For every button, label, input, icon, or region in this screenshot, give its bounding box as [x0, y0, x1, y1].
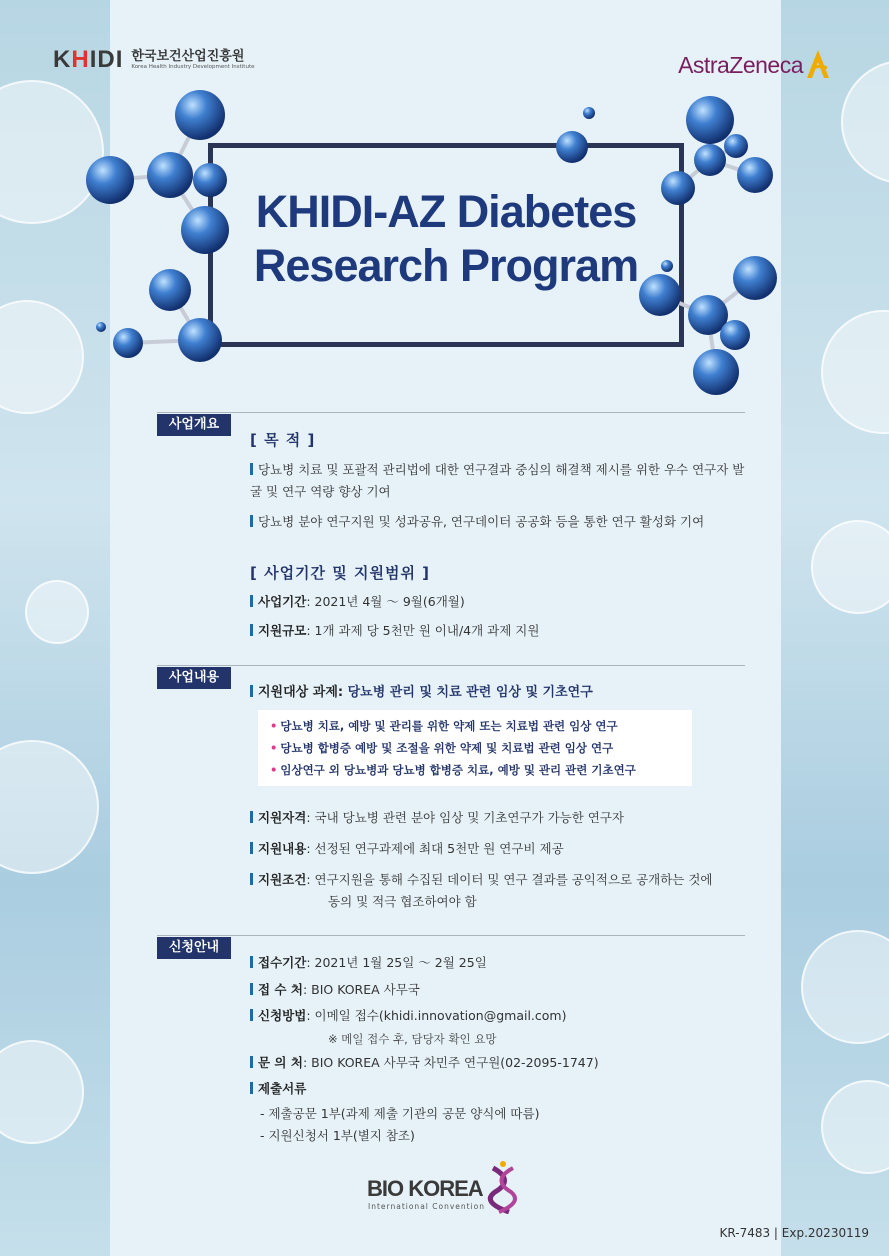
condition-label: 지원조건	[258, 872, 307, 887]
bullet-bar	[250, 842, 253, 854]
document-code: KR-7483 | Exp.20230119	[719, 1226, 869, 1240]
support-item	[250, 838, 564, 860]
docs-item	[250, 1078, 306, 1100]
biokorea-wordmark: BIO KOREA	[367, 1176, 483, 1201]
section-divider	[157, 935, 745, 936]
title-line-2: Research Program	[253, 240, 639, 291]
right-decoration-panel	[781, 0, 889, 1256]
apply-place-label: 접 수 처	[258, 982, 303, 997]
khidi-korean-name: 한국보건산업진흥원	[131, 48, 245, 64]
purpose-item-1	[250, 459, 745, 503]
biokorea-subtitle: International Convention	[368, 1202, 486, 1211]
page-title	[208, 185, 684, 293]
apply-method-note: ※ 메일 접수 후, 담당자 확인 요망	[328, 1032, 497, 1046]
decor-bubble	[0, 740, 99, 874]
target-label: 지원대상 과제	[258, 685, 338, 700]
apply-method-item	[250, 1005, 566, 1027]
doc-entry-2: - 지원신청서 1부(별지 참조)	[260, 1128, 415, 1143]
apply-contact-label: 문 의 처	[258, 1055, 303, 1070]
decor-bubble	[0, 1040, 84, 1144]
astrazeneca-icon	[805, 48, 831, 82]
docs-label: 제출서류	[258, 1081, 307, 1096]
condition-item	[250, 869, 713, 891]
section-label-apply: 신청안내	[157, 937, 231, 959]
bullet-bar	[250, 685, 253, 697]
bullet-bar	[250, 1082, 253, 1094]
apply-place-value: : BIO KOREA 사무국	[302, 982, 420, 997]
qualification-label: 지원자격	[258, 810, 307, 825]
apply-contact-value: : BIO KOREA 사무국 차민주 연구원(02-2095-1747)	[302, 1055, 599, 1070]
decor-bubble	[821, 1080, 889, 1174]
bullet-bar	[250, 873, 253, 885]
decor-bubble	[821, 310, 889, 434]
decor-bubble	[0, 80, 104, 224]
scale-item	[250, 620, 539, 642]
title-line-1: KHIDI-AZ Diabetes	[255, 186, 637, 237]
bullet-bar	[250, 811, 253, 823]
decor-bubble	[811, 520, 889, 614]
purpose-item-2	[250, 511, 745, 533]
bullet-bar	[250, 463, 253, 475]
left-decoration-panel	[0, 0, 110, 1256]
condition-value-line-2: 동의 및 적극 협조하여야 함	[328, 894, 477, 909]
section-divider	[157, 412, 745, 413]
apply-period-item	[250, 952, 487, 974]
decor-bubble	[841, 60, 889, 184]
condition-value: : 연구지원을 통해 수집된 데이터 및 연구 결과를 공익적으로 공개하는 것에	[306, 872, 713, 887]
purpose-item-1-text: 당뇨병 치료 및 포괄적 관리법에 대한 연구결과 중심의 해결책 제시를 위한 우수 연구자 발굴 및 연구 역량 향상 기여	[250, 462, 745, 499]
support-value: : 선정된 연구과제에 최대 5천만 원 연구비 제공	[306, 841, 564, 856]
apply-period-value: : 2021년 1월 25일 ～ 2월 25일	[306, 955, 487, 970]
bullet-bar	[250, 1009, 253, 1021]
astrazeneca-wordmark: AstraZeneca	[678, 51, 803, 78]
section-label-overview: 사업개요	[157, 414, 231, 436]
khidi-logo	[53, 46, 255, 74]
apply-period-label: 접수기간	[258, 955, 307, 970]
target-topic-2: • 당뇨병 합병증 예방 및 조절을 위한 약제 및 치료법 관련 임상 연구	[280, 737, 692, 759]
decor-bubble	[801, 930, 889, 1044]
bullet-bar	[250, 956, 253, 968]
period-value: : 2021년 4월 ～ 9월(6개월)	[306, 594, 465, 609]
doc-entry-1: - 제출공문 1부(과제 제출 기관의 공문 양식에 따름)	[260, 1106, 540, 1121]
section-divider	[157, 665, 745, 666]
purpose-heading: [ 목 적 ]	[250, 431, 316, 449]
khidi-wordmark: KHIDI	[53, 46, 124, 73]
target-topic-3: • 임상연구 외 당뇨병과 당뇨병 합병증 치료, 예방 및 관리 관련 기초연구	[280, 759, 692, 781]
astrazeneca-logo	[678, 48, 831, 82]
qualification-value: : 국내 당뇨병 관련 분야 임상 및 기초연구가 가능한 연구자	[306, 810, 625, 825]
khidi-english-name: Korea Health Industry Development Institute	[131, 63, 255, 70]
bullet-bar	[250, 983, 253, 995]
target-topics-box	[258, 710, 692, 786]
bullet-bar	[250, 595, 253, 607]
apply-place-item	[250, 979, 420, 1001]
purpose-item-2-text: 당뇨병 분야 연구지원 및 성과공유, 연구데이터 공공화 등을 통한 연구 활성화 기여	[258, 514, 705, 529]
dna-icon	[485, 1158, 525, 1214]
biokorea-logo	[367, 1158, 527, 1218]
bullet-bar	[250, 515, 253, 527]
qualification-item	[250, 807, 624, 829]
scale-value: : 1개 과제 당 5천만 원 이내/4개 과제 지원	[306, 623, 540, 638]
section-label-content: 사업내용	[157, 667, 231, 689]
apply-method-value: : 이메일 접수(khidi.innovation@gmail.com)	[306, 1008, 567, 1023]
support-label: 지원내용	[258, 841, 307, 856]
decor-bubble	[0, 300, 84, 414]
target-value: 당뇨병 관리 및 치료 관련 임상 및 기초연구	[347, 685, 593, 700]
period-heading: [ 사업기간 및 지원범위 ]	[250, 564, 431, 582]
apply-method-label: 신청방법	[258, 1008, 307, 1023]
decor-bubble	[25, 580, 89, 644]
bullet-bar	[250, 624, 253, 636]
scale-label: 지원규모	[258, 623, 307, 638]
apply-contact-item	[250, 1052, 599, 1074]
period-label: 사업기간	[258, 594, 307, 609]
period-item	[250, 591, 465, 613]
target-topic-1: • 당뇨병 치료, 예방 및 관리를 위한 약제 또는 치료법 관련 임상 연구	[280, 715, 692, 737]
target-item: 지원대상 과제: 당뇨병 관리 및 치료 관련 임상 및 기초연구	[250, 681, 593, 700]
bullet-bar	[250, 1056, 253, 1068]
